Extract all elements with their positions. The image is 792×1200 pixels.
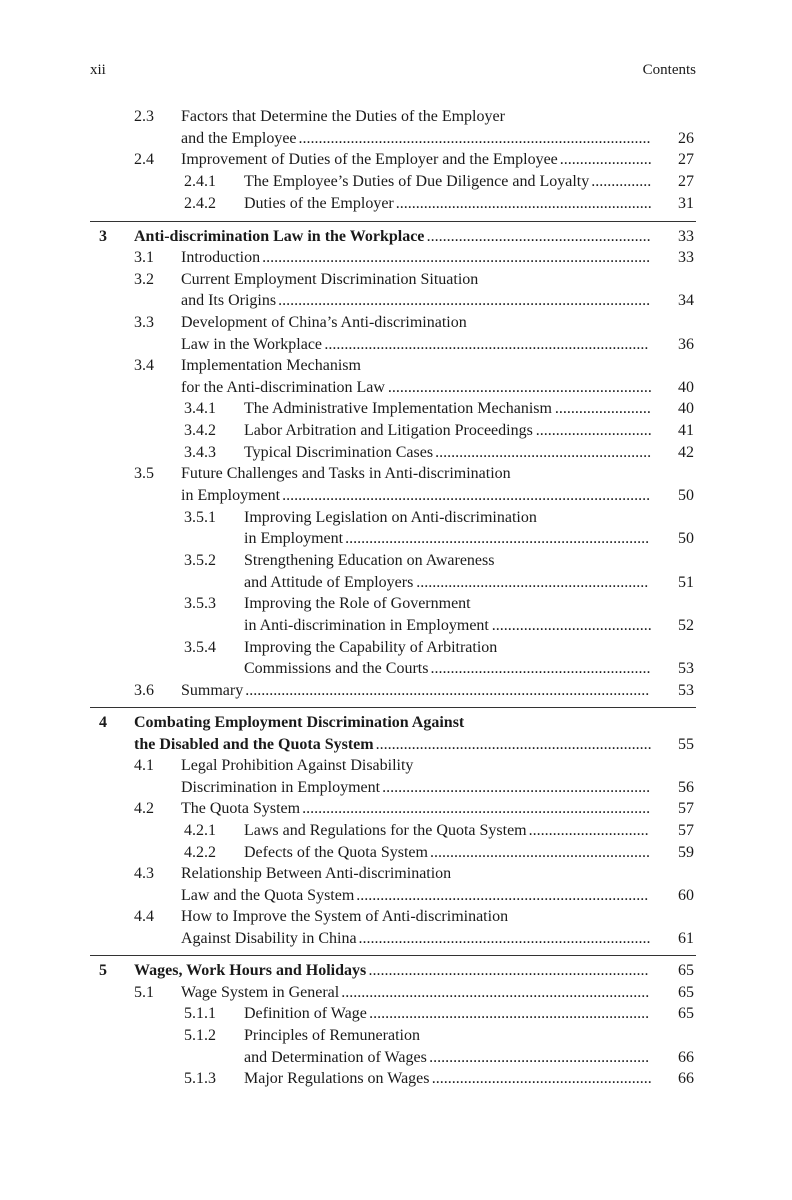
toc-entry-continuation[interactable] [0, 487, 792, 509]
section-number: 2.4.1 [184, 173, 216, 190]
toc-entry[interactable] [0, 1005, 792, 1027]
dot-leader: ................................................................................................. [262, 249, 651, 266]
dot-leader: .......................................................... [416, 574, 649, 591]
toc-entry[interactable] [0, 400, 792, 422]
section-title-line1: Combating Employment Discrimination Against [134, 714, 465, 731]
toc-entry[interactable] [0, 908, 792, 930]
dot-leader: ................................................................................. [324, 336, 649, 353]
toc-entry-continuation[interactable] [0, 736, 792, 758]
section-title-line1: Improving the Capability of Arbitration [244, 639, 498, 656]
toc-entry[interactable] [0, 108, 792, 130]
dot-leader: ....................................................... [430, 660, 651, 677]
section-title-line1: Legal Prohibition Against Disability [181, 757, 414, 774]
toc-entry-continuation[interactable] [0, 617, 792, 639]
dot-leader: ....................................................... [429, 1049, 650, 1066]
section-number: 5 [99, 962, 107, 979]
section-title-line1: Strengthening Education on Awareness [244, 552, 495, 569]
section-title: Wage System in General [181, 984, 340, 1001]
toc-entry[interactable] [0, 249, 792, 271]
page-number-ref: 52 [678, 617, 694, 634]
toc-entry[interactable] [0, 844, 792, 866]
page-number: xii [90, 62, 106, 78]
toc-entry[interactable] [0, 800, 792, 822]
page-number-ref: 53 [678, 682, 694, 699]
toc-entry-continuation[interactable] [0, 530, 792, 552]
page-number-ref: 51 [678, 574, 694, 591]
dot-leader: ........................................................................................ [298, 130, 651, 147]
dot-leader: ............................................................................ [345, 530, 650, 547]
section-number: 3.5.4 [184, 639, 216, 656]
dot-leader: ...................................................................... [368, 962, 649, 979]
dot-leader: ..................................................................... [375, 736, 652, 753]
section-number: 3.1 [134, 249, 154, 266]
toc-entry[interactable] [0, 195, 792, 217]
toc-entry[interactable] [0, 228, 792, 250]
section-title-line1: Principles of Remuneration [244, 1027, 420, 1044]
toc-entry-continuation[interactable] [0, 930, 792, 952]
section-title-line1: Development of China’s Anti-discrimination [181, 314, 467, 331]
page-number-ref: 66 [678, 1070, 694, 1087]
chapter-divider [90, 707, 696, 708]
section-number: 3.4.1 [184, 400, 216, 417]
section-number: 5.1.1 [184, 1005, 216, 1022]
toc-entry[interactable] [0, 639, 792, 661]
section-title: Summary [181, 682, 244, 699]
section-number: 3 [99, 228, 107, 245]
dot-leader: ............... [591, 173, 652, 190]
toc-entry[interactable] [0, 714, 792, 736]
page-number-ref: 31 [678, 195, 694, 212]
toc-entry[interactable] [0, 465, 792, 487]
toc-entry[interactable] [0, 151, 792, 173]
toc-entry-continuation[interactable] [0, 660, 792, 682]
section-title-line1: Improving Legislation on Anti-discrimination [244, 509, 537, 526]
section-title: Law and the Quota System [181, 887, 355, 904]
toc-entry[interactable] [0, 509, 792, 531]
section-title: and Attitude of Employers [244, 574, 414, 591]
section-title: Anti-discrimination Law in the Workplace [134, 228, 425, 245]
section-title-line1: Current Employment Discrimination Situation [181, 271, 479, 288]
section-title: The Employee’s Duties of Due Diligence and Loyalty [244, 173, 590, 190]
section-title: Duties of the Employer [244, 195, 394, 212]
page-number-ref: 65 [678, 984, 694, 1001]
section-title: Defects of the Quota System [244, 844, 428, 861]
section-title: Labor Arbitration and Litigation Proceedings [244, 422, 533, 439]
page-number-ref: 33 [678, 249, 694, 266]
page-number-ref: 59 [678, 844, 694, 861]
section-title: in Employment [181, 487, 281, 504]
section-number: 3.6 [134, 682, 154, 699]
section-title: in Anti-discrimination in Employment [244, 617, 489, 634]
section-title: Against Disability in China [181, 930, 357, 947]
section-number: 3.5.2 [184, 552, 216, 569]
section-number: 4.4 [134, 908, 154, 925]
section-title: Commissions and the Courts [244, 660, 429, 677]
page-number-ref: 65 [678, 1005, 694, 1022]
section-title: and the Employee [181, 130, 297, 147]
section-title: and Its Origins [181, 292, 277, 309]
toc-entry-continuation[interactable] [0, 887, 792, 909]
toc-entry[interactable] [0, 962, 792, 984]
section-number: 3.5.3 [184, 595, 216, 612]
toc-entry[interactable] [0, 444, 792, 466]
toc-entry[interactable] [0, 1070, 792, 1092]
page-number-ref: 27 [678, 151, 694, 168]
section-title: Law in the Workplace [181, 336, 323, 353]
section-title-line1: How to Improve the System of Anti-discrimination [181, 908, 509, 925]
chapter-divider [90, 221, 696, 222]
section-number: 3.4 [134, 357, 154, 374]
toc-entry-continuation[interactable] [0, 779, 792, 801]
section-number: 5.1.3 [184, 1070, 216, 1087]
dot-leader: ..................................................................................................... [245, 682, 650, 699]
page-number-ref: 41 [678, 422, 694, 439]
page-number-ref: 42 [678, 444, 694, 461]
page-number-ref: 56 [678, 779, 694, 796]
page-number-ref: 57 [678, 822, 694, 839]
dot-leader: ...................................................................... [369, 1005, 650, 1022]
dot-leader: ....................................................... [429, 844, 650, 861]
running-title: Contents [642, 62, 696, 78]
toc-entry[interactable] [0, 595, 792, 617]
dot-leader: .................................................................. [387, 379, 652, 396]
toc-entry-continuation[interactable] [0, 574, 792, 596]
section-title: The Administrative Implementation Mechanism [244, 400, 552, 417]
dot-leader: ............................................................................. [341, 984, 650, 1001]
chapter-divider [90, 955, 696, 956]
dot-leader: ......................................................................... [358, 930, 651, 947]
section-number: 3.5.1 [184, 509, 216, 526]
section-title: Introduction [181, 249, 261, 266]
toc-entry-continuation[interactable] [0, 1049, 792, 1071]
toc-entry-continuation[interactable] [0, 336, 792, 358]
section-title: Laws and Regulations for the Quota System [244, 822, 527, 839]
dot-leader: ....................... [559, 151, 652, 168]
section-title-line1: Implementation Mechanism [181, 357, 361, 374]
section-number: 3.3 [134, 314, 154, 331]
toc-entry-continuation[interactable] [0, 130, 792, 152]
toc-entry[interactable] [0, 1027, 792, 1049]
toc-entry-continuation[interactable] [0, 292, 792, 314]
toc-entry[interactable] [0, 357, 792, 379]
section-number: 4.2.1 [184, 822, 216, 839]
section-title-line1: Relationship Between Anti-discrimination [181, 865, 452, 882]
section-number: 3.4.2 [184, 422, 216, 439]
dot-leader: ....................................................... [431, 1070, 652, 1087]
page-number-ref: 27 [678, 173, 694, 190]
dot-leader: ........................................................ [426, 228, 651, 245]
dot-leader: ................................................................... [382, 779, 651, 796]
dot-leader: .............................. [528, 822, 649, 839]
section-title: for the Anti-discrimination Law [181, 379, 385, 396]
section-number: 3.4.3 [184, 444, 216, 461]
section-title-line1: Improving the Role of Government [244, 595, 471, 612]
section-number: 3.2 [134, 271, 154, 288]
dot-leader: ............................................................................................ [282, 487, 651, 504]
section-title: Major Regulations on Wages [244, 1070, 430, 1087]
toc-entry[interactable] [0, 314, 792, 336]
section-title-line1: Future Challenges and Tasks in Anti-discrimination [181, 465, 511, 482]
section-title: Discrimination in Employment [181, 779, 381, 796]
section-title: the Disabled and the Quota System [134, 736, 374, 753]
section-number: 5.1.2 [184, 1027, 216, 1044]
dot-leader: ....................................................................................... [302, 800, 651, 817]
page-number-ref: 34 [678, 292, 694, 309]
section-number: 2.3 [134, 108, 154, 125]
page-number-ref: 40 [678, 379, 694, 396]
section-title: Wages, Work Hours and Holidays [134, 962, 367, 979]
dot-leader: ......................................................................... [356, 887, 649, 904]
dot-leader: ................................................................ [395, 195, 652, 212]
page-number-ref: 65 [678, 962, 694, 979]
page-number-ref: 33 [678, 228, 694, 245]
page-number-ref: 26 [678, 130, 694, 147]
page-number-ref: 66 [678, 1049, 694, 1066]
page-number-ref: 50 [678, 530, 694, 547]
section-number: 3.5 [134, 465, 154, 482]
page-number-ref: 61 [678, 930, 694, 947]
section-number: 4.2 [134, 800, 154, 817]
section-number: 4.1 [134, 757, 154, 774]
page-number-ref: 53 [678, 660, 694, 677]
section-number: 4.3 [134, 865, 154, 882]
page-number-ref: 36 [678, 336, 694, 353]
toc-entry[interactable] [0, 865, 792, 887]
toc-entry[interactable] [0, 984, 792, 1006]
section-title: in Employment [244, 530, 344, 547]
toc-entry[interactable] [0, 422, 792, 444]
section-number: 2.4 [134, 151, 154, 168]
section-number: 2.4.2 [184, 195, 216, 212]
dot-leader: ........................................ [491, 617, 652, 634]
section-title-line1: Factors that Determine the Duties of the Employer [181, 108, 505, 125]
toc-entry[interactable] [0, 173, 792, 195]
toc-entry[interactable] [0, 682, 792, 704]
page-number-ref: 50 [678, 487, 694, 504]
toc-entry[interactable] [0, 822, 792, 844]
section-number: 4.2.2 [184, 844, 216, 861]
page-number-ref: 40 [678, 400, 694, 417]
toc-entry[interactable] [0, 271, 792, 293]
section-number: 5.1 [134, 984, 154, 1001]
page-number-ref: 57 [678, 800, 694, 817]
page-number-ref: 60 [678, 887, 694, 904]
dot-leader: ............................................................................................. [278, 292, 651, 309]
section-title: The Quota System [181, 800, 301, 817]
toc-entry[interactable] [0, 757, 792, 779]
page-number-ref: 55 [678, 736, 694, 753]
dot-leader: ........................ [554, 400, 651, 417]
toc-entry-continuation[interactable] [0, 379, 792, 401]
dot-leader: ...................................................... [435, 444, 652, 461]
section-title: Definition of Wage [244, 1005, 367, 1022]
section-number: 4 [99, 714, 107, 731]
section-title: Improvement of Duties of the Employer and the Employee [181, 151, 558, 168]
section-title: and Determination of Wages [244, 1049, 427, 1066]
dot-leader: ............................. [535, 422, 652, 439]
section-title: Typical Discrimination Cases [244, 444, 434, 461]
toc-entry[interactable] [0, 552, 792, 574]
